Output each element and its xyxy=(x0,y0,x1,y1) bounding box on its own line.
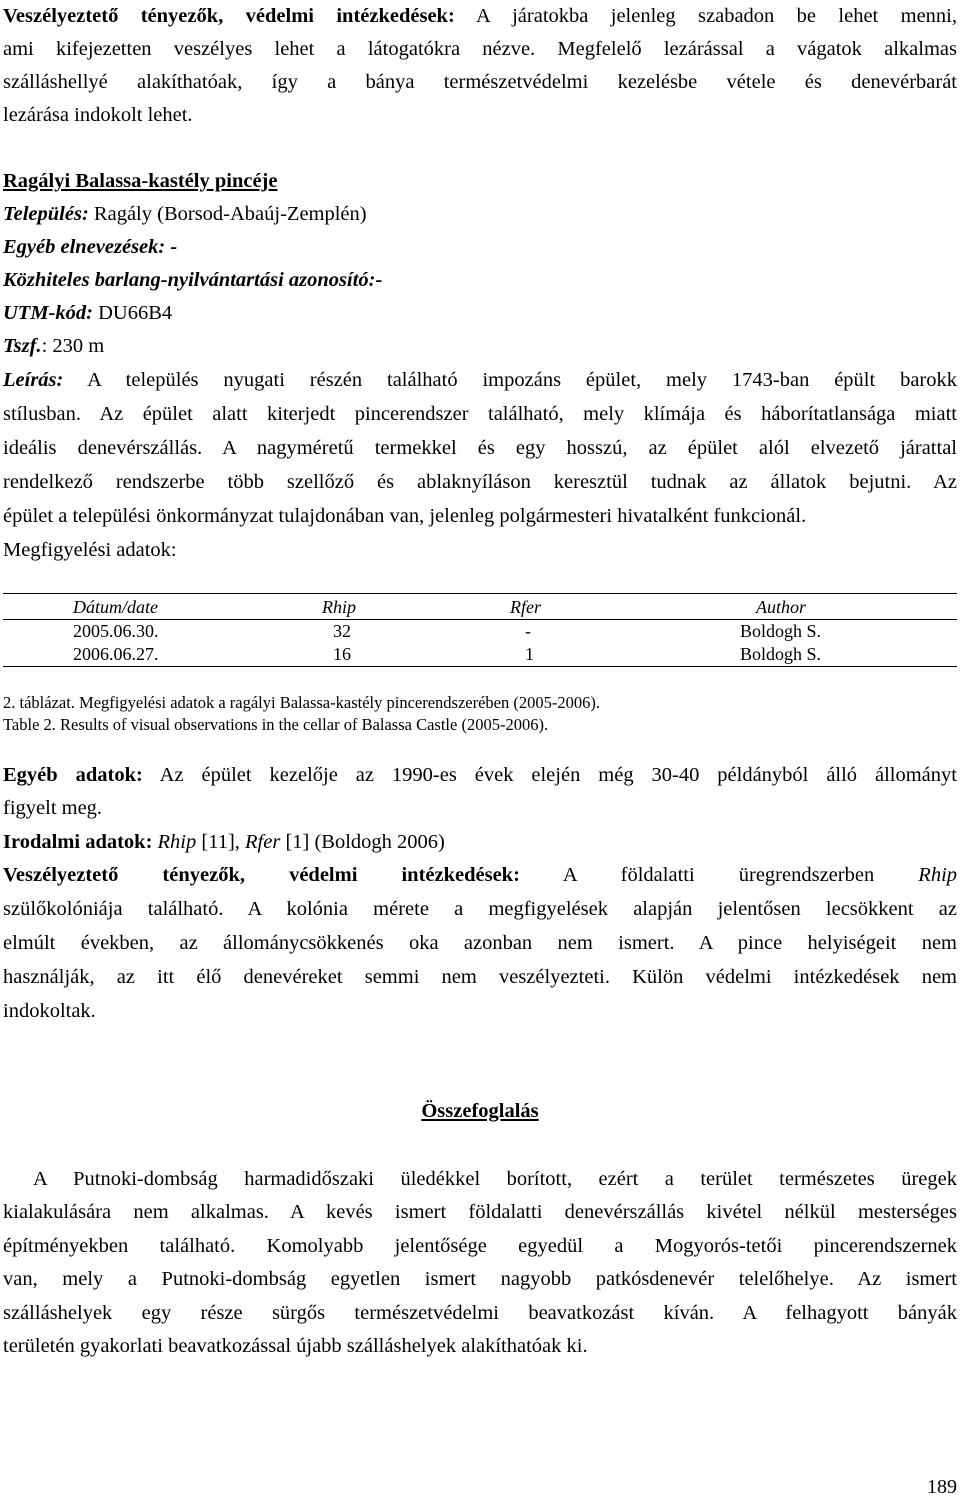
table-header-author: Author xyxy=(756,597,807,617)
summary-line-3: építményekben található. Komolyabb jelentősége egyedül a Mogyorós-tetői pincerendszernek xyxy=(3,1235,957,1257)
table-header-rhip: Rhip xyxy=(322,597,356,617)
literature-rfer: Rfer xyxy=(245,831,281,853)
other-data-line-2: figyelt meg. xyxy=(3,797,103,819)
table-row-1-rhip: 32 xyxy=(333,621,351,641)
literature-rfer-ref: [1] (Boldogh 2006) xyxy=(280,831,445,853)
table-bottom-rule xyxy=(3,666,957,667)
table-caption-en xyxy=(3,715,548,735)
summary-line-6: területén gyakorlati beavatkozással újabb szálláshelyek alakíthatóak ki. xyxy=(3,1335,588,1357)
description-line-5: épület a települési önkormányzat tulajdonában van, jelenleg polgármesteri hivatalként funkcionál. xyxy=(3,505,807,527)
other-data-line-1 xyxy=(3,759,957,792)
other-data-text: Az épület kezelője az 1990-es évek elején még 30-40 példányból álló állományt xyxy=(142,764,957,786)
utm-value: DU66B4 xyxy=(92,302,173,324)
summary-line-4: van, mely a Putnoki-dombság egyetlen ismert nagyobb patkósdenevér telelőhelye. Az ismert xyxy=(3,1268,957,1290)
literature-line xyxy=(3,826,957,859)
summary-line-1: A Putnoki-dombság harmadidőszaki üledékkel borított, ezért a terület természetes üregek xyxy=(33,1168,957,1190)
table-row-2-rfer: 1 xyxy=(525,644,534,664)
threats-species: Rhip xyxy=(918,864,958,886)
observation-label: Megfigyelési adatok: xyxy=(3,539,177,561)
intro-line-2: ami kifejezetten veszélyes lehet a látogatókra nézve. Megfelelő lezárással a vágatok alkalmas xyxy=(3,38,957,60)
summary-line-5: szálláshelyek egy része sürgős természetvédelmi beavatkozást kíván. A felhagyott bányák xyxy=(3,1302,957,1324)
intro-label: Veszélyeztető tényezők, védelmi intézkedések: xyxy=(3,5,455,27)
description-line-2: stílusban. Az épület alatt kiterjedt pincerendszer található, mely klímája és háborítatlansága miatt xyxy=(3,403,957,425)
table-caption-en-text: Results of visual observations in the cellar of Balassa Castle (2005-2006). xyxy=(55,715,549,734)
table-top-rule xyxy=(3,593,957,594)
site-title: Ragályi Balassa-kastély pincéje xyxy=(3,170,278,192)
summary-line-2: kialakulására nem alkalmas. A kevés ismert földalatti denevérszállás kivétel nélkül mesterséges xyxy=(3,1201,957,1223)
intro-line-4: lezárása indokolt lehet. xyxy=(3,104,193,126)
description-label: Leírás: xyxy=(3,369,64,391)
settlement-value: Ragály (Borsod-Abaúj-Zemplén) xyxy=(88,203,367,225)
threats-line-5: indokoltak. xyxy=(3,1000,96,1022)
settlement-label: Település: xyxy=(3,203,89,225)
table-row-1-date: 2005.06.30. xyxy=(73,621,159,641)
registry-line: Közhiteles barlang-nyilvántartási azonosító:- xyxy=(3,269,383,291)
table-caption-hu xyxy=(3,693,600,713)
intro-line-1 xyxy=(3,0,957,33)
table-header-rfer: Rfer xyxy=(510,597,541,617)
description-line-3: ideális denevérszállás. A nagyméretű termekkel és egy hosszú, az épület alól elvezető járattal xyxy=(3,437,957,459)
table-row-2-date: 2006.06.27. xyxy=(73,644,159,664)
literature-rhip: Rhip xyxy=(157,831,197,853)
table-row-2-rhip: 16 xyxy=(333,644,351,664)
intro-text: A járatokba jelenleg szabadon be lehet menni, xyxy=(454,5,957,27)
tszf-value: : 230 m xyxy=(41,335,105,357)
tszf-line xyxy=(3,330,957,363)
other-data-label: Egyéb adatok: xyxy=(3,764,143,786)
threats-line-4: használják, az itt élő denevéreket semmi nem veszélyezteti. Külön védelmi intézkedések nem xyxy=(3,966,957,988)
description-line-1 xyxy=(3,364,957,397)
intro-line-3: szálláshellyé alakíthatóak, így a bánya természetvédelmi kezelésbe vétele és denevérbarát xyxy=(3,71,957,93)
table-row-1-author: Boldogh S. xyxy=(740,621,822,641)
threats-line-2: szülőkolóniája található. A kolónia mérete a megfigyelések alapján jelentősen lecsökkent az xyxy=(3,898,957,920)
table-caption-hu-label: 2. táblázat. xyxy=(3,693,75,712)
summary-title: Összefoglalás xyxy=(421,1100,539,1122)
table-caption-en-label: Table 2. xyxy=(3,715,56,734)
settlement-line xyxy=(3,198,957,231)
threats-text: A földalatti üregrendszerben xyxy=(519,864,919,886)
page-number: 189 xyxy=(927,1476,957,1498)
table-row-1-rfer: - xyxy=(525,621,531,641)
threats-line-3: elmúlt években, az állománycsökkenés oka azonban nem ismert. A pince helyiségeit nem xyxy=(3,932,957,954)
threats-label: Veszélyeztető tényezők, védelmi intézkedések: xyxy=(3,864,520,886)
description-line-4: rendelkező rendszerbe több szellőző és ablaknyíláson keresztül tudnak az állatok bejutni. Az xyxy=(3,471,957,493)
description-text: A település nyugati részén található impozáns épület, mely 1743-ban épült barokk xyxy=(63,369,957,391)
utm-line xyxy=(3,297,957,330)
tszf-label: Tszf. xyxy=(3,335,42,357)
table-header-date: Dátum/date xyxy=(73,597,158,617)
other-names-line: Egyéb elnevezések: - xyxy=(3,236,178,258)
literature-rhip-ref: [11], xyxy=(196,831,246,853)
table-caption-hu-text: Megfigyelési adatok a ragályi Balassa-kastély pincerendszerében (2005-2006). xyxy=(74,693,600,712)
utm-label: UTM-kód: xyxy=(3,302,93,324)
literature-label: Irodalmi adatok: xyxy=(3,831,153,853)
table-row-2-author: Boldogh S. xyxy=(740,644,822,664)
threats-line-1 xyxy=(3,859,957,892)
